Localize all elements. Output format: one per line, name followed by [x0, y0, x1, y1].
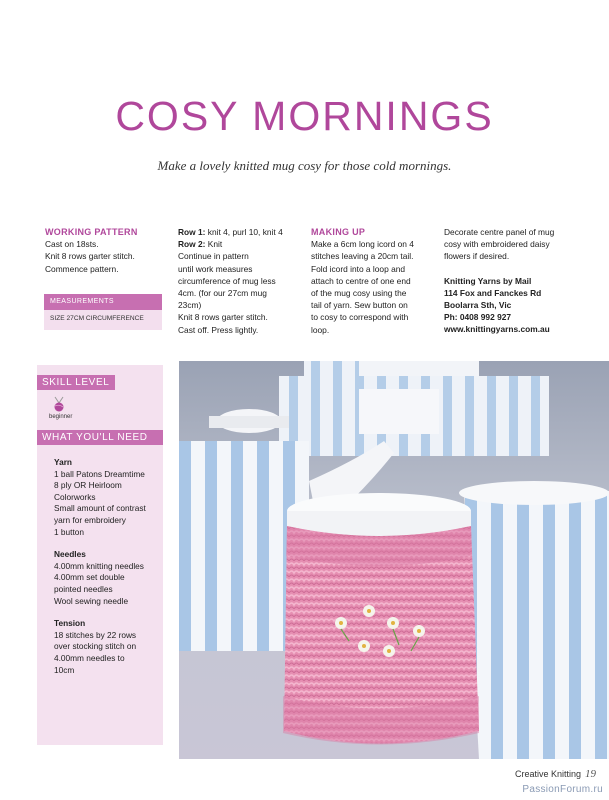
working-pattern-heading: WORKING PATTERN — [45, 227, 138, 237]
skill-level-tag: SKILL LEVEL — [37, 375, 115, 390]
working-pattern-line: Commence pattern. — [45, 263, 119, 274]
rows-line: Cast off. Press lightly. — [178, 324, 259, 335]
making-up-column — [311, 226, 437, 336]
making-up-line: stitches leaving a 20cm tail. — [311, 251, 414, 262]
needles-line: 4.00mm knitting needles — [54, 560, 144, 571]
needles-line: Wool sewing needle — [54, 595, 129, 606]
yarn-line: Small amount of contrast — [54, 503, 146, 514]
what-you-need-tag: WHAT YOU'LL NEED — [37, 430, 163, 445]
making-up-line: Fold icord into a loop and — [311, 263, 406, 274]
row-1 — [178, 226, 303, 238]
rows-line: circumference of mug less — [178, 275, 276, 286]
magazine-name: Creative Knitting — [514, 769, 581, 779]
page-footer — [515, 768, 596, 780]
needles-line: pointed needles — [54, 583, 113, 594]
rows-line: 4cm. (for our 27cm mug — [178, 288, 267, 299]
row-2 — [178, 238, 303, 250]
decorate-line: cosy with embroidered daisy — [444, 239, 550, 250]
supplier-website[interactable]: www.knittingyarns.com.au — [444, 324, 550, 335]
making-up-line: Make a 6cm long icord on 4 — [311, 239, 414, 250]
decorate-line: flowers if desired. — [444, 251, 510, 262]
needles-heading: Needles — [54, 549, 86, 560]
measurements-heading: MEASUREMENTS — [44, 294, 162, 310]
tension-line: over stocking stitch on — [54, 641, 137, 652]
making-up-heading: MAKING UP — [311, 227, 366, 237]
rows-line: Continue in pattern — [178, 251, 249, 262]
tension-line: 10cm — [54, 664, 75, 675]
supplier-address: 114 Fox and Fanckes Rd — [444, 287, 542, 298]
tension-heading: Tension — [54, 618, 86, 629]
working-pattern-line: Cast on 18sts. — [45, 239, 99, 250]
row-2-label: Row 2: — [178, 239, 206, 250]
page-number: 19 — [585, 768, 596, 780]
row-1-label: Row 1: — [178, 227, 206, 237]
row-2-text: Knit — [205, 239, 223, 250]
making-up-line: tail of yarn. Sew button on — [311, 300, 408, 311]
making-up-line: to cosy to correspond with — [311, 312, 409, 323]
tension-line: 4.00mm needles to — [54, 652, 125, 663]
mug-cosy-illustration — [179, 361, 609, 759]
needs-list — [54, 457, 162, 676]
mug-cosy-photo — [179, 361, 609, 759]
supplier-name: Knitting Yarns by Mail — [444, 275, 532, 286]
rows-line: 23cm) — [178, 300, 202, 311]
skill-level-value: beginner — [49, 414, 73, 420]
yarn-ball-icon — [52, 396, 66, 412]
decorate-column — [444, 226, 574, 336]
making-up-line: loop. — [311, 324, 330, 335]
supplier-town: Boolarra Sth, Vic — [444, 300, 512, 311]
decorate-line: Decorate centre panel of mug — [444, 227, 555, 237]
rows-line: until work measures — [178, 263, 253, 274]
yarn-line: Colorworks — [54, 491, 96, 502]
page-subtitle: Make a lovely knitted mug cosy for those cold mornings. — [157, 158, 452, 173]
yarn-heading: Yarn — [54, 457, 72, 467]
making-up-line: attach to centre of one end — [311, 275, 411, 286]
yarn-line: 1 button — [54, 526, 84, 537]
yarn-line: 1 ball Patons Dreamtime — [54, 468, 145, 479]
rows-line: Knit 8 rows garter stitch. — [178, 312, 268, 323]
yarn-line: 8 ply OR Heirloom — [54, 480, 122, 491]
page-title: COSY MORNINGS — [115, 93, 494, 139]
working-pattern-column — [45, 226, 170, 275]
watermark: PassionForum.ru — [522, 784, 603, 795]
making-up-line: of the mug cosy using the — [311, 288, 407, 299]
yarn-line: yarn for embroidery — [54, 514, 126, 525]
row-1-text: knit 4, purl 10, knit 4 — [205, 227, 283, 237]
working-pattern-line: Knit 8 rows garter stitch. — [45, 251, 135, 262]
needles-line: 4.00mm set double — [54, 572, 125, 583]
measurements-box — [44, 294, 162, 336]
rows-column — [178, 226, 303, 336]
tension-line: 18 stitches by 22 rows — [54, 629, 137, 640]
measurements-value: SIZE 27CM CIRCUMFERENCE — [44, 310, 162, 330]
supplier-phone: Ph: 0408 992 927 — [444, 312, 512, 323]
